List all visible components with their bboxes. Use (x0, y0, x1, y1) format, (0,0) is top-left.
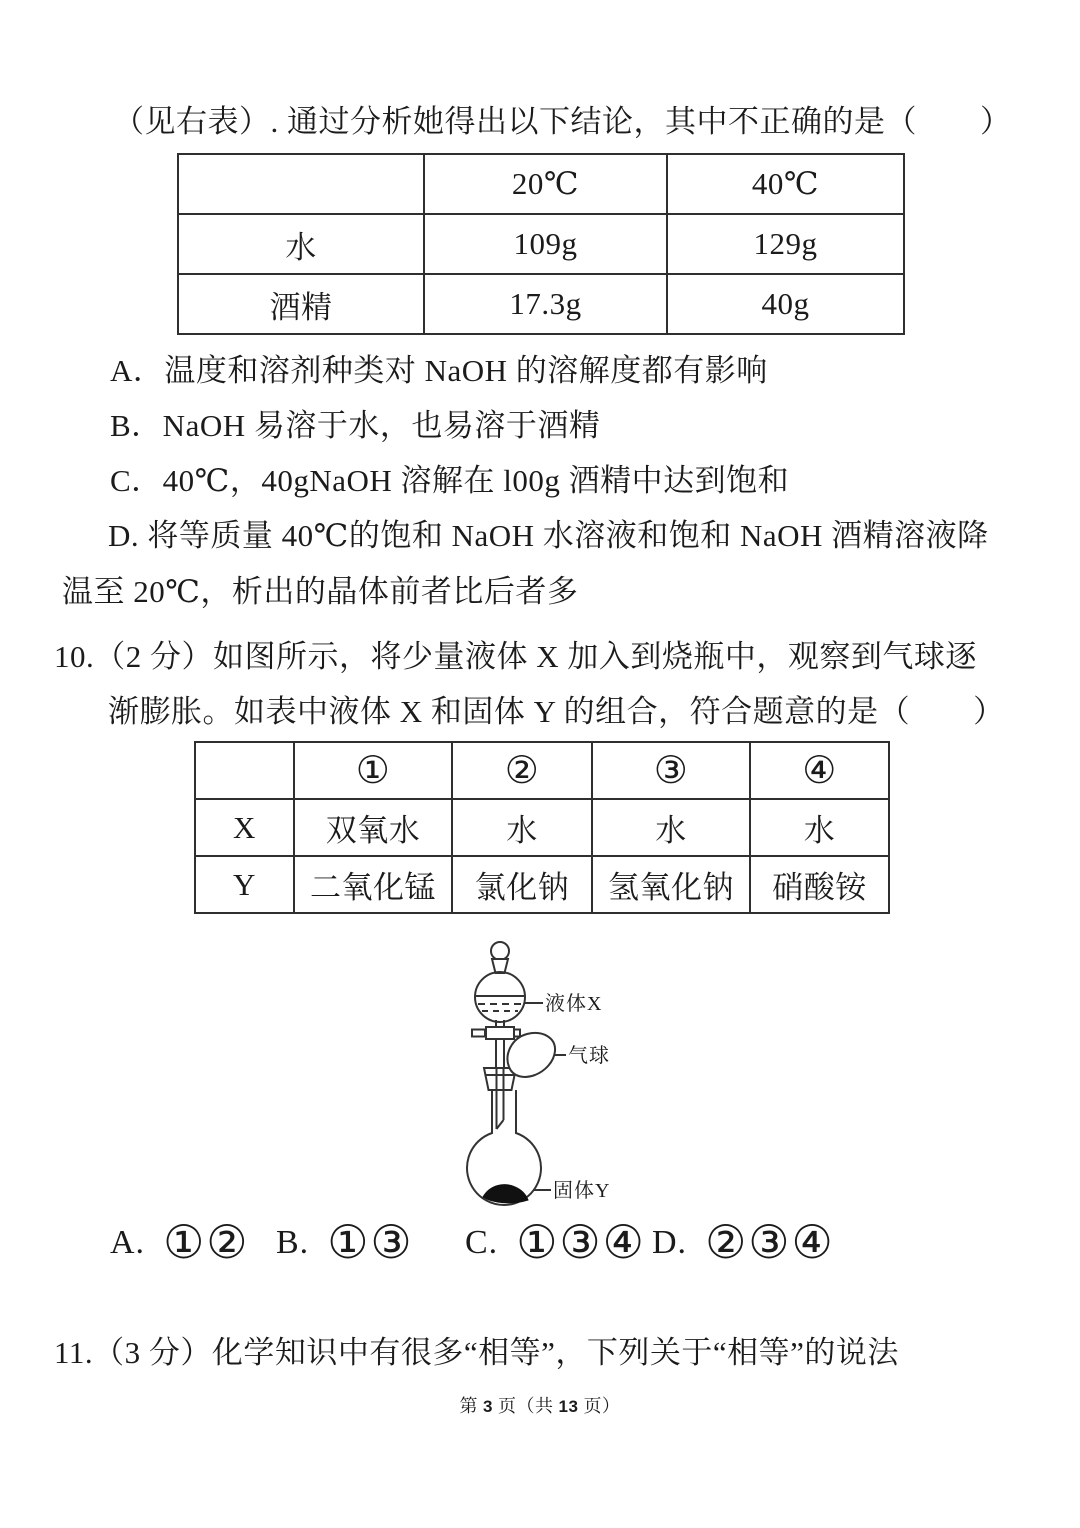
label-liquid-x: 液体X (545, 993, 603, 1015)
q9-option-a: A．温度和溶剂种类对 NaOH 的溶解度都有影响 (110, 353, 768, 388)
q10-answer-d (652, 1216, 835, 1270)
table-cell-circled-4: ④ (750, 742, 889, 799)
table-cell (178, 154, 424, 214)
stopcock-handle-icon (472, 1030, 485, 1037)
answer-circled-numbers: ①③④ (516, 1217, 646, 1268)
table-cell: 40g (667, 274, 904, 334)
stopcock-knob-icon (514, 1030, 520, 1037)
table-cell: 109g (424, 214, 667, 274)
answer-circled-numbers: ①② (163, 1217, 250, 1268)
q10-stem-line1: 10.（2 分）如图所示，将少量液体 X 加入到烧瓶中，观察到气球逐 (54, 639, 977, 674)
table-cell: X (195, 799, 294, 856)
tube-tip-cut (497, 1120, 504, 1129)
table-cell: 硝酸铵 (750, 856, 889, 913)
footer-text: 第 (459, 1396, 484, 1416)
funnel-stopper-icon (492, 959, 508, 973)
table-cell: 水 (452, 799, 592, 856)
table-cell: 129g (667, 214, 904, 274)
table-row (195, 856, 889, 913)
q10-stem-line2: 渐膨胀。如表中液体 X 和固体 Y 的组合，符合题意的是（ ） (108, 694, 1005, 729)
label-solid-y: 固体Y (553, 1180, 611, 1202)
footer-text: 页（共 (493, 1396, 559, 1416)
table-cell-circled-3: ③ (592, 742, 750, 799)
label-balloon: 气球 (568, 1045, 610, 1067)
q10-answer-c (465, 1216, 646, 1270)
q9-option-d-line2: 温至 20℃，析出的晶体前者比后者多 (62, 574, 579, 609)
footer-page-number: 3 (483, 1397, 494, 1416)
q9-option-c: C．40℃，40gNaOH 溶解在 l00g 酒精中达到饱和 (110, 463, 790, 498)
table-row (195, 742, 889, 799)
answer-letter: C. (465, 1224, 499, 1261)
table-cell: 水 (750, 799, 889, 856)
table-row (195, 799, 889, 856)
footer-text: 页） (578, 1396, 621, 1416)
table-cell: 双氧水 (294, 799, 452, 856)
stopcock-body-icon (486, 1027, 514, 1039)
q11-stem-line1: 11.（3 分）化学知识中有很多“相等”，下列关于“相等”的说法 (54, 1335, 899, 1370)
answer-letter: B. (276, 1224, 310, 1261)
table-cell: Y (195, 856, 294, 913)
table-cell-circled-1: ① (294, 742, 452, 799)
page-footer (0, 1392, 1080, 1418)
table-row (178, 154, 904, 214)
answer-letter: A. (110, 1224, 146, 1261)
table-cell: 40℃ (667, 154, 904, 214)
table-cell: 17.3g (424, 274, 667, 334)
answer-letter: D. (652, 1224, 688, 1261)
q9-option-d-line1: D. 将等质量 40℃的饱和 NaOH 水溶液和饱和 NaOH 酒精溶液降 (108, 518, 989, 553)
table-cell: 水 (592, 799, 750, 856)
q9-option-b: B．NaOH 易溶于水，也易溶于酒精 (110, 408, 601, 443)
table-cell-circled-2: ② (452, 742, 592, 799)
table-cell: 20℃ (424, 154, 667, 214)
q10-answer-b (276, 1216, 414, 1270)
table-cell: 水 (178, 214, 424, 274)
table-cell: 二氧化锰 (294, 856, 452, 913)
table-cell: 氯化钠 (452, 856, 592, 913)
q10-answer-a (110, 1216, 250, 1270)
apparatus-diagram (430, 926, 700, 1218)
table-cell: 酒精 (178, 274, 424, 334)
table-cell: 氢氧化钠 (592, 856, 750, 913)
answer-circled-numbers: ②③④ (705, 1217, 835, 1268)
solubility-table (177, 153, 905, 335)
solid-pile-icon (483, 1185, 528, 1203)
footer-total-pages: 13 (558, 1397, 579, 1416)
q9-intro-line: （见右表）. 通过分析她得出以下结论，其中不正确的是（ ） (113, 104, 1012, 139)
table-cell (195, 742, 294, 799)
table-row (178, 274, 904, 334)
answer-circled-numbers: ①③ (327, 1217, 414, 1268)
combination-table (194, 741, 890, 914)
funnel-ring-icon (491, 942, 509, 960)
table-row (178, 214, 904, 274)
